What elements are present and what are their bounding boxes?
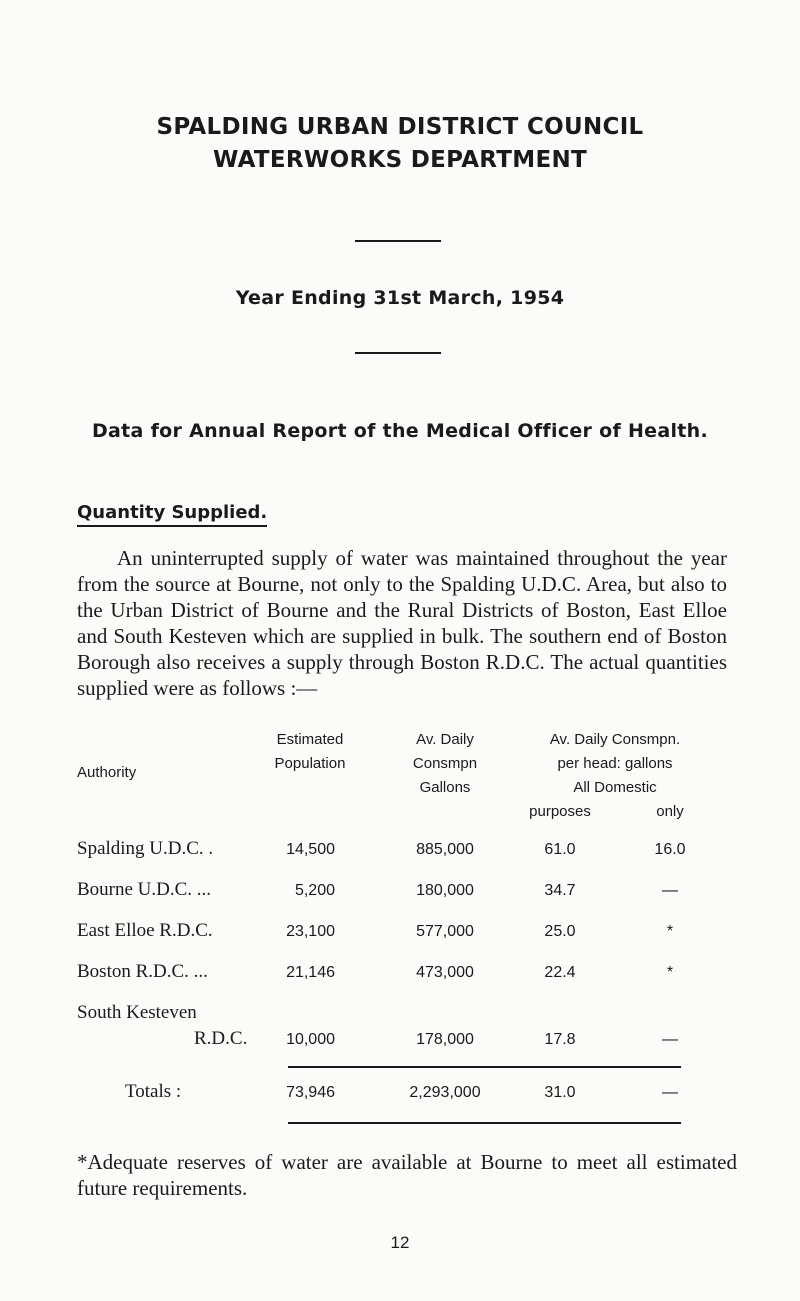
row-daily: 885,000: [416, 841, 474, 858]
row-authority-cont: R.D.C.: [194, 1028, 248, 1049]
row-authority: Boston R.D.C. ...: [77, 961, 208, 982]
totals-domestic: —: [662, 1084, 678, 1101]
authority-header: Authority: [77, 764, 137, 781]
row-daily: 178,000: [416, 1031, 474, 1048]
row-population: 14,500: [286, 841, 335, 858]
row-domestic: *: [666, 964, 674, 981]
department-title: WATERWORKS DEPARTMENT: [212, 147, 588, 173]
row-authority: Bourne U.D.C. ...: [77, 879, 212, 900]
row-all-purposes: 34.7: [544, 882, 576, 899]
all-purposes-header: purposes: [529, 803, 591, 820]
perhead-header: [520, 728, 710, 800]
row-domestic: —: [662, 1031, 678, 1048]
row-authority: Spalding U.D.C. .: [77, 838, 214, 859]
row-daily: 180,000: [416, 882, 474, 899]
row-daily: 473,000: [416, 964, 474, 981]
header-line: All Domestic: [573, 779, 657, 796]
footnote: *Adequate reserves of water are available at Bourne to meet all estimated future requirements.: [77, 1150, 737, 1200]
row-all-purposes: 17.8: [544, 1031, 576, 1048]
row-authority: East Elloe R.D.C.: [77, 920, 213, 941]
totals-daily: 2,293,000: [409, 1084, 481, 1101]
totals-rule-top: [288, 1066, 681, 1068]
page-number: 12: [390, 1233, 410, 1252]
row-population: 23,100: [286, 923, 335, 940]
header-line: Consmpn: [412, 755, 478, 772]
header-line: per head: gallons: [557, 755, 673, 772]
council-title: SPALDING URBAN DISTRICT COUNCIL: [156, 114, 644, 140]
report-subtitle: Data for Annual Report of the Medical Officer of Health.: [91, 420, 709, 442]
divider: [355, 240, 441, 242]
row-population: 5,200: [294, 882, 335, 899]
header-line: Gallons: [419, 779, 471, 796]
row-population: 10,000: [286, 1031, 335, 1048]
header-line: Av. Daily Consmpn.: [549, 731, 681, 748]
totals-rule-bottom: [288, 1122, 681, 1124]
year-ending: Year Ending 31st March, 1954: [235, 287, 565, 309]
population-header: [255, 728, 365, 776]
intro-paragraph: An uninterrupted supply of water was maintained throughout the year from the source at Bourne, not only to the Spalding U.D.C. Area, but also to the Urban District of Bourne and the Rural Districts of Boston, East Elloe and South Kesteven which are supplied in bulk. The southern end of Boston Borough also receives a supply through Boston R.D.C. The actual quantities supplied were as follows :—: [77, 546, 727, 700]
header-line: Population: [274, 755, 346, 772]
daily-header: [395, 728, 495, 800]
row-daily: 577,000: [416, 923, 474, 940]
row-all-purposes: 22.4: [544, 964, 576, 981]
totals-population: 73,946: [286, 1084, 335, 1101]
row-all-purposes: 61.0: [544, 841, 576, 858]
row-domestic: —: [662, 882, 678, 899]
domestic-only-header: only: [656, 803, 684, 820]
header-line: Estimated: [276, 731, 344, 748]
divider: [355, 352, 441, 354]
row-population: 21,146: [286, 964, 335, 981]
section-title: Quantity Supplied.: [77, 502, 267, 527]
row-all-purposes: 25.0: [544, 923, 576, 940]
row-authority: South Kesteven: [77, 1002, 197, 1023]
row-domestic: *: [666, 923, 674, 940]
header-line: Av. Daily: [416, 731, 474, 748]
totals-label: Totals :: [125, 1081, 182, 1102]
row-domestic: 16.0: [654, 841, 686, 858]
totals-all-purposes: 31.0: [544, 1084, 576, 1101]
